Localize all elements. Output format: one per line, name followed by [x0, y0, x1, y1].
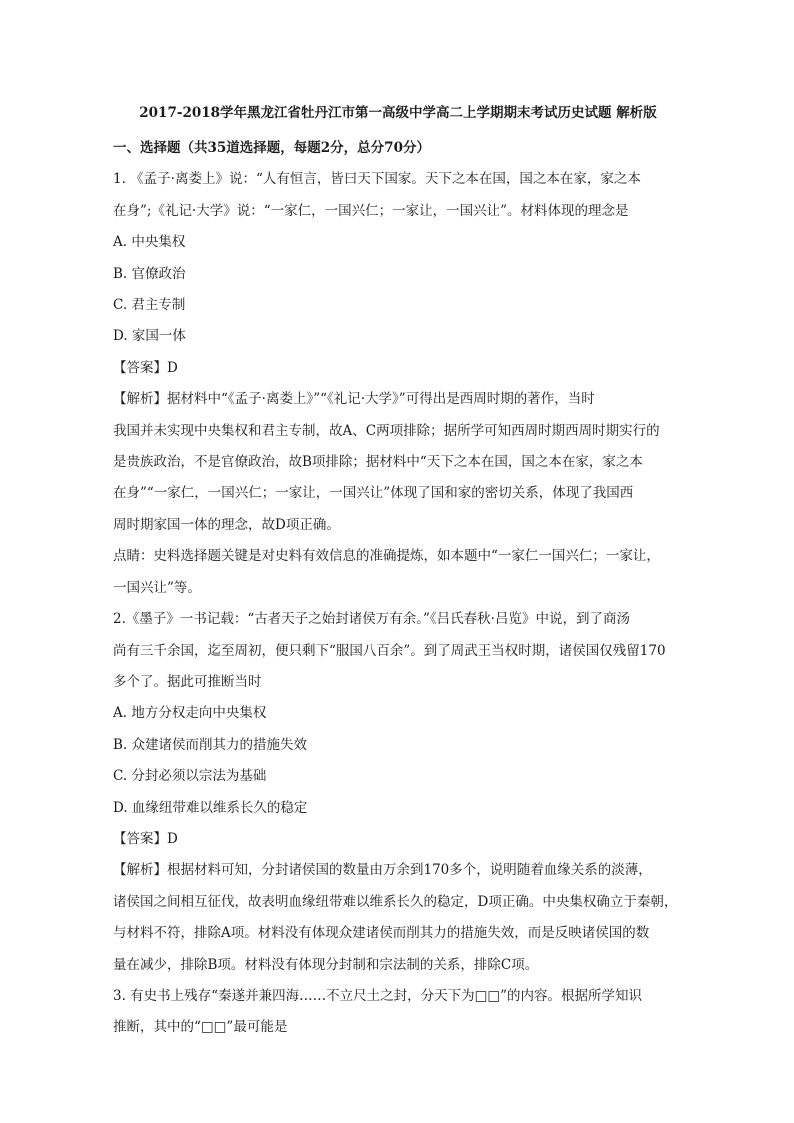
section-heading: 一、选择题（共35道选择题，每题2分，总分70分） — [113, 140, 430, 156]
question-1-option-b: B. 官僚政治 — [113, 265, 186, 282]
question-2-analysis-line: 诸侯国之间相互征伐，故表明血缘纽带难以维系长久的稳定，D项正确。中央集权确立于秦朝， — [113, 893, 678, 910]
document-title: 2017-2018学年黑龙江省牡丹江市第一高级中学高二上学期期末考试历史试题 解析版 — [139, 105, 657, 121]
question-2-option-d: D. 血缘纽带难以维系长久的稳定 — [113, 799, 308, 816]
question-3-line: 3. 有史书上残存“秦遂并兼四海……不立尺土之封，分天下为□□”的内容。根据所学知识 — [113, 987, 642, 1004]
question-2-line: 尚有三千余国，迄至周初，便只剩下“服国八百余”。到了周武王当权时期，诸侯国仅残留170 — [113, 642, 666, 659]
question-2-answer: 【答案】D — [113, 830, 178, 847]
question-2-option-b: B. 众建诸侯而削其力的措施失效 — [113, 736, 308, 753]
question-1-analysis-line: 周时期家国一体的理念，故D项正确。 — [113, 516, 340, 533]
question-1-note-line: 一国兴让”等。 — [113, 579, 201, 596]
question-1-analysis-line: 在身”“一家仁，一国兴仁；一家让，一国兴让”体现了国和家的密切关系，体现了我国西 — [113, 485, 634, 502]
question-2-analysis-line: 【解析】根据材料可知，分封诸侯国的数量由万余到170多个，说明随着血缘关系的淡薄， — [113, 862, 652, 879]
question-2-option-c: C. 分封必须以宗法为基础 — [113, 768, 267, 785]
question-1-analysis-line: 是贵族政治，不是官僚政治，故B项排除；据材料中“天下之本在国，国之本在家，家之本 — [113, 454, 643, 471]
question-1-option-a: A. 中央集权 — [113, 234, 186, 251]
question-1-analysis-line: 【解析】据材料中“《孟子·离娄上》”“《礼记·大学》”可得出是西周时期的著作，当时 — [113, 391, 595, 408]
question-1-answer: 【答案】D — [113, 359, 178, 376]
question-1-option-c: C. 君主专制 — [113, 297, 186, 314]
question-2-analysis-line: 量在减少，排除B项。材料没有体现分封制和宗法制的关系，排除C项。 — [113, 956, 539, 973]
document-body — [113, 133, 685, 1044]
question-1-option-d: D. 家国一体 — [113, 328, 186, 345]
question-1-note-line: 点睛：史料选择题关键是对史料有效信息的准确提炼，如本题中“一家仁一国兴仁；一家让， — [113, 548, 660, 565]
question-1-line: 1. 《孟子·离娄上》说：“人有恒言，皆曰天下国家。天下之本在国，国之本在家，家之本 — [113, 171, 641, 188]
question-2-line: 多个了。据此可推断当时 — [113, 673, 262, 690]
question-2-line: 2.《墨子》一书记载：“古者天子之始封诸侯万有余。”《吕氏春秋·吕览》中说，到了商汤 — [113, 611, 630, 628]
question-2-analysis-line: 与材料不符，排除A项。材料没有体现众建诸侯而削其力的措施失效，而是反映诸侯国的数 — [113, 925, 650, 942]
question-2-option-a: A. 地方分权走向中央集权 — [113, 705, 267, 722]
question-1-line: 在身”;《礼记·大学》说：“一家仁，一国兴仁；一家让，一国兴让”。材料体现的理念是 — [113, 202, 629, 219]
question-1-analysis-line: 我国并未实现中央集权和君主专制，故A、C两项排除；据所学可知西周时期西周时期实行的 — [113, 422, 660, 439]
question-3-line: 推断，其中的“□□”最可能是 — [113, 1019, 288, 1036]
